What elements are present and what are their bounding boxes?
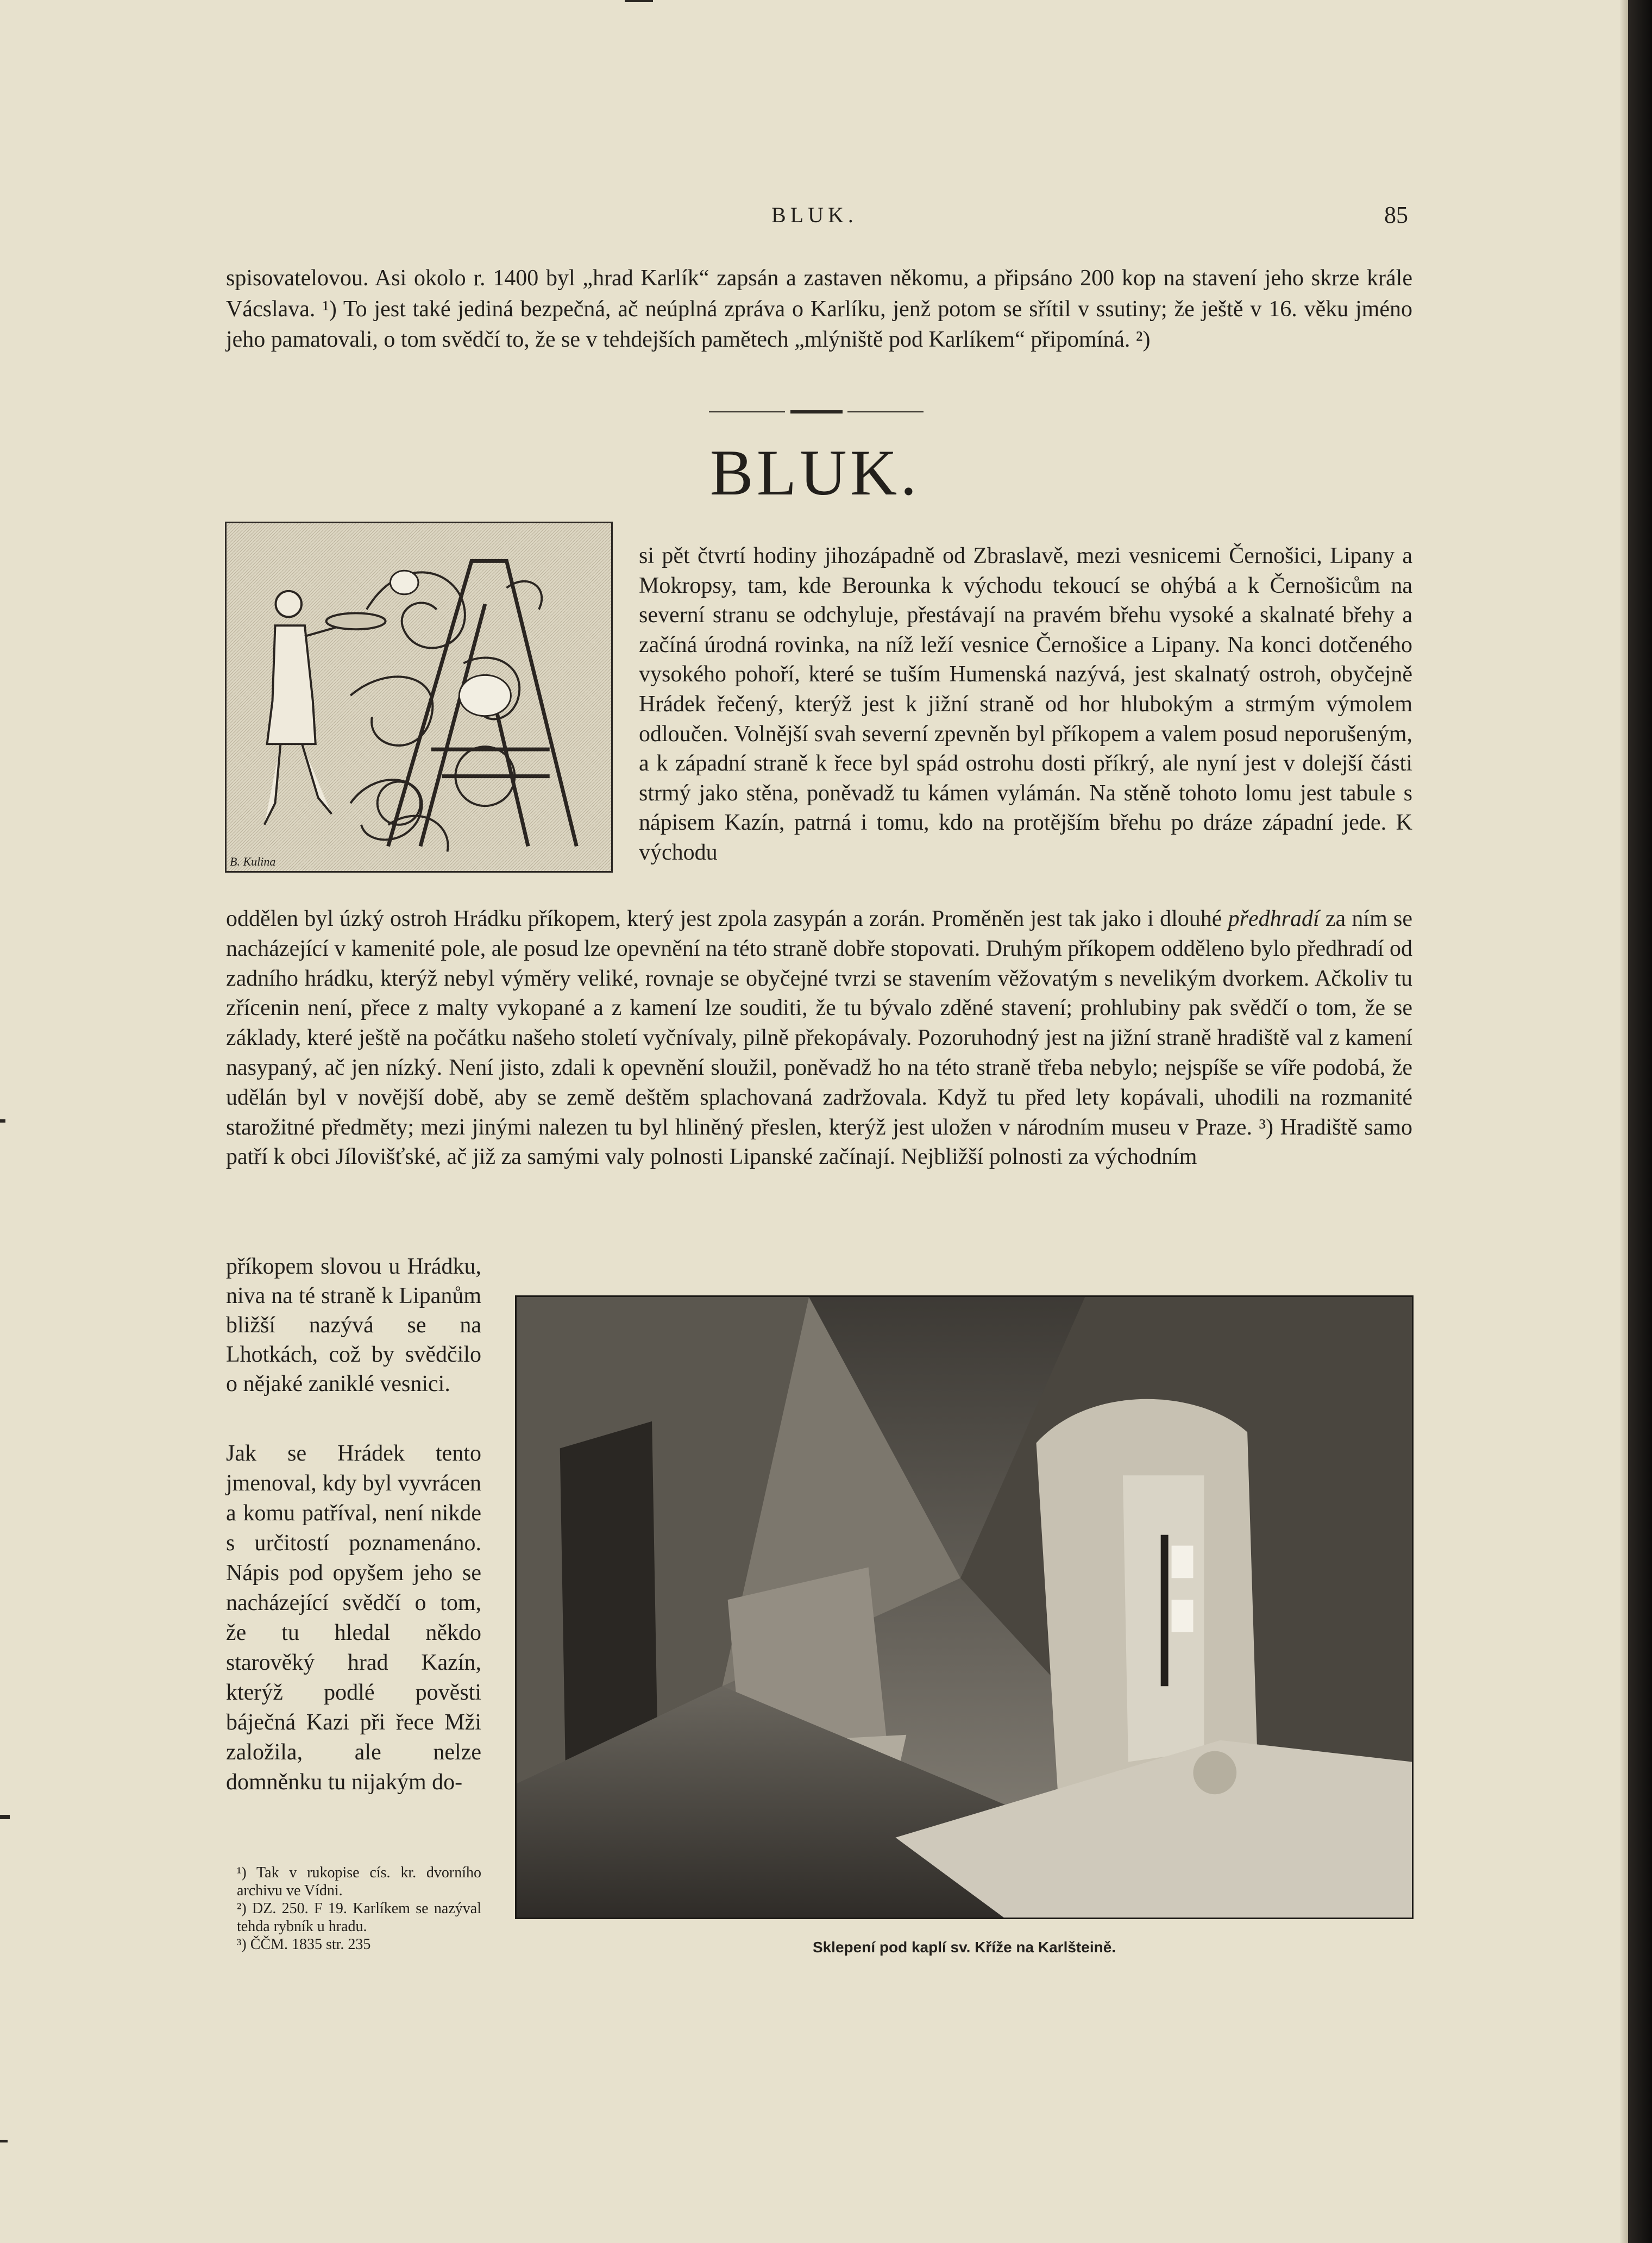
intro-paragraph: spisovatelovou. Asi okolo r. 1400 byl „hrad Karlík“ zapsán a zastaven někomu, a připsáno 200 kop na stavení jeho skrze krále Vácslava. ¹) To jest také jediná bezpečná, ač neúplná zpráva o Karlíku, jenž potom se sřítil v ssutiny; že ještě v 16. věku jméno jeho pamatovali, o tom svědčí to, že se v tehdejších pamětech „mlýniště pod Karlíkem“ připomíná. ²) — [226, 266, 1412, 352]
footnotes — [237, 1864, 481, 1953]
decorated-initial-a — [225, 522, 613, 873]
footnote-3: ³) ČČM. 1835 str. 235 — [237, 1936, 371, 1953]
body-text-full-width — [226, 904, 1412, 1172]
body-text-part-1: oddělen byl úzký ostroh Hrádku příkopem, který jest zpola zasypán a zorán. Proměněn jest tak jako i dlouhé — [226, 906, 1228, 931]
scan-mark-left-2 — [0, 1815, 10, 1819]
scan-mark-left-1 — [0, 1119, 5, 1123]
artist-signature: B. Kulina — [230, 855, 276, 868]
ornament-rule-left — [709, 411, 785, 412]
left-column-paragraph-2: Jak se Hrádek tento jmenoval, kdy byl vyvrácen a komu patříval, není nikde s určitostí poznamenáno. Nápis pod opyšem jeho se nacházející svědčí o tom, že tu hledal někdo starověký hrad Kazín, kterýž podlé pověsti báječná Kazi při řece Mži založila, ale nelze domněnku tu nijakým do- — [226, 1441, 481, 1795]
vault-photograph — [515, 1295, 1414, 1919]
chapter-title: BLUK. — [709, 436, 920, 509]
ornament-rule-center — [790, 410, 843, 413]
left-column-paragraph-1: příkopem slovou u Hrádku, niva na té straně k Lipanům bližší nazývá se na Lhotkách, což by svědčilo o nějaké zaniklé vesnici. — [226, 1254, 481, 1396]
body-text-beside-initial: si pět čtvrtí hodiny jihozápadně od Zbraslavě, mezi vesnicemi Černošici, Lipany a Mokropsy, tam, kde Berounka k východu tekoucí se ohýbá a k Černošicům na severní stranu se odchyluje, přestávají na pravém břehu vysoké a skalnaté břehy a začíná úrodná rovinka, na níž leží vesnice Černošice a Lipany. Na konci dotčeného vysokého pohoří, které se tuším Humenská nazývá, jest skalnatý ostroh, obyčejně Hrádek řečený, kterýž jest k jižní straně od hor hlubokým a strmým výmolem odloučen. Volnější svah severní zpevněn byl příkopem a valem posud neporušeným, a k západní straně k řece byl spád ostrohu dosti příkrý, ale nyní jest v dolejší části strmý jako stěna, poněvadž tu kámen vylámán. Na stěně tohoto lomu jest tabule s nápisem Kazín, patrná i tomu, kdo na protějším břehu po dráze západní jede. K východu — [639, 543, 1412, 865]
page-number: 85 — [1384, 202, 1408, 228]
ornament-rule-right — [847, 411, 924, 412]
figure-caption: Sklepení pod kaplí sv. Kříže na Karlšteině. — [812, 1939, 1116, 1956]
page-edge-dark — [1628, 0, 1652, 2243]
vault-photo-image — [517, 1297, 1412, 1918]
body-text-part-2: za ním se nacházející v kamenité pole, ale posud lze opevnění na této straně dobře stopovati. Druhým příkopem odděleno bylo předhradí od zadního hrádku, kterýž nebyl výměry veliké, rovnaje se obyčejné tvrzi se stavením věžovatým s nevelikým dvorkem. Ačkoliv tu zřícenin není, přece z malty vykopané a z kamení lze souditi, že tu bývalo zděné stavení; prohlubiny pak svědčí o tom, že se základy, které ještě na počátku našeho století vyčnívaly, pilně překopávaly. Pozoruhodný jest na jižní straně hradiště val z kamení nasypaný, ač jen nízký. Není jisto, zdali k opevnění sloužil, poněvadž ho na této straně třeba nebylo; nejspíše se víře podobá, že udělán byl v novější době, aby se země deštěm splachovaná zadržovala. Když tu před lety kopávali, uhodili na rozmanité starožitné předměty; mezi jinými nalezen tu byl hliněný přeslen, kterýž jest uložen v národním museu v Praze. ³) Hradiště samo patří k obci Jílovišťské, ač již za samými valy polnosti Lipanské začínají. Nejbližší polnosti za východním — [226, 906, 1412, 1170]
initial-illustration — [227, 523, 611, 871]
footnote-2: ²) DZ. 250. F 19. Karlíkem se nazýval tehda rybník u hradu. — [237, 1900, 481, 1935]
scan-mark-left-3 — [0, 2140, 8, 2142]
italic-term: předhradí — [1228, 906, 1320, 931]
scan-mark-top — [625, 0, 653, 2]
running-head: BLUK. — [771, 203, 858, 227]
page-edge-shadow — [1619, 0, 1628, 2243]
footnote-1: ¹) Tak v rukopise cís. kr. dvorního archivu ve Vídni. — [237, 1864, 481, 1899]
